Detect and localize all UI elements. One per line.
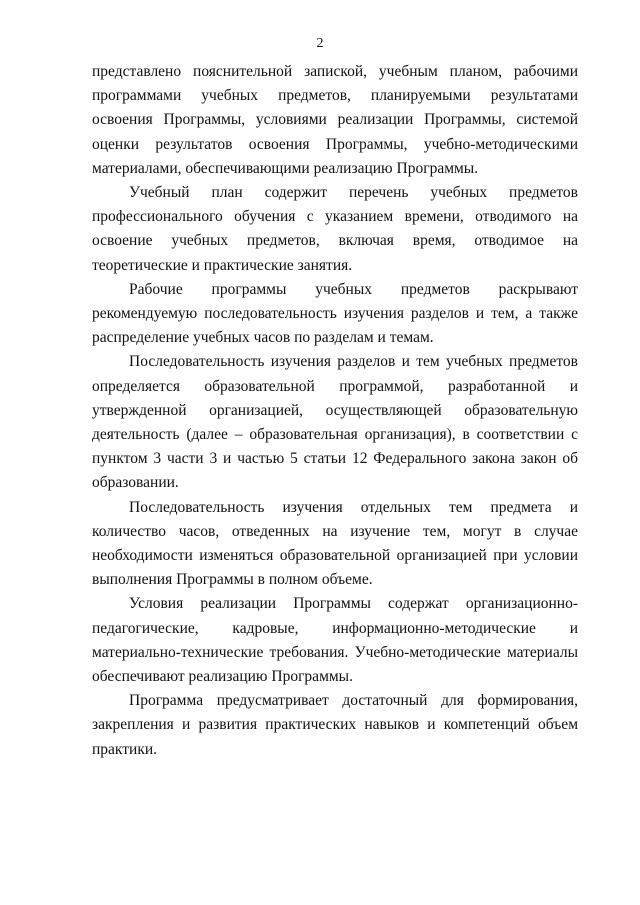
paragraph-conditions: Условия реализации Программы содержат организационно-педагогические, кадровые, информационно-методические и материально-технические требования. Учебно-методические материалы обеспечивают реализацию Программы. bbox=[92, 595, 578, 686]
paragraph-work-programs: Рабочие программы учебных предметов раскрывают рекомендуемую последовательность изучения разделов и тем, а также распределение учебных часов по разделам и темам. bbox=[92, 280, 578, 347]
paragraph-curriculum: Учебный план содержит перечень учебных предметов профессионального обучения с указанием времени, отводимого на освоение учебных предметов, включая время, отводимое на теоретические и практические занятия. bbox=[92, 184, 578, 274]
document-body bbox=[92, 60, 578, 762]
paragraph-intro-continuation: представлено пояснительной запиской, учебным планом, рабочими программами учебных предметов, планируемыми результатами освоения Программы, условиями реализации Программы, системой оценки результатов освоения Программы, учебно-методическими материалами, обеспечивающими реализацию Программы. bbox=[92, 63, 578, 177]
paragraph-topic-changes: Последовательность изучения отдельных тем предмета и количество часов, отведенных на изучение тем, могут в случае необходимости изменяться образовательной организацией при условии выполнения Программы в полном объеме. bbox=[92, 498, 578, 589]
paragraph-sequence: Последовательность изучения разделов и тем учебных предметов определяется образовательной программой, разработанной и утвержденной организацией, осуществляющей образовательную деятельность (далее – образовательная организация), в соответствии с пунктом 3 части 3 и частью 5 статьи 12 Федерального закона закон об образовании. bbox=[92, 353, 578, 492]
page-number: 2 bbox=[316, 36, 324, 51]
paragraph-practice: Программа предусматривает достаточный для формирования, закрепления и развития практических навыков и компетенций объем практики. bbox=[92, 692, 578, 758]
